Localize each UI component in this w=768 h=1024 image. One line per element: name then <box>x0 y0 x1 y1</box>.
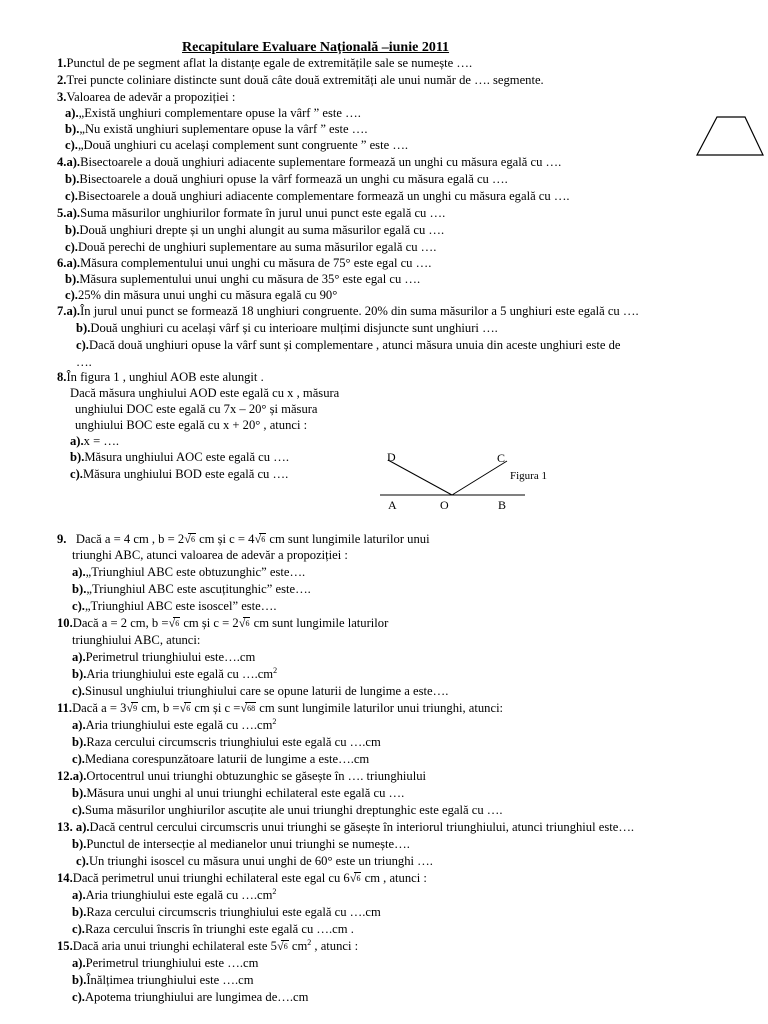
sqrt: √ 6 <box>281 940 289 951</box>
q11-c: c).Mediana corespunzătoare laturii de lungime a este….cm <box>72 752 370 766</box>
ray-OC <box>452 461 507 495</box>
q9-line2: triunghi ABC, atunci valoarea de adevăr a propoziției : <box>72 548 348 562</box>
question-line: c).Dacă două unghiuri opuse la vârf sunt și complementare , atunci măsura unuia din aceste unghiuri este de <box>76 338 621 352</box>
question-line: …. <box>76 355 92 369</box>
question-line: 4.a).Bisectoarele a două unghiuri adiacente suplementare formează un unghi cu măsura egală cu …. <box>57 155 562 169</box>
q13-a: 13. a).Dacă centrul cercului circumscris unui triunghi se găsește în interiorul triunghiului, atunci triunghiul este…. <box>57 820 635 834</box>
q15-b: b).Înălțimea triunghiului este ….cm <box>72 973 254 987</box>
label-B: B <box>498 498 507 512</box>
q15-line1: 15.Dacă aria unui triunghi echilateral este 5 √ 6 $cm^2$ , atunci : <box>57 939 358 955</box>
question-line: c).„Două unghiuri cu același complement sunt congruente ” este …. <box>65 138 409 152</box>
q13-c: c).Un triunghi isoscel cu măsura unui unghi de 60° este un triunghi …. <box>76 854 433 868</box>
question-line: b).Două unghiuri drepte și un unghi alungit au suma măsurilor egală cu …. <box>65 223 445 237</box>
q9-c: c).„Triunghiul ABC este isoscel” este…. <box>72 599 277 613</box>
q14-line1: 14.Dacă perimetrul unui triunghi echilateral este egal cu 6 √ 6 cm , atunci : <box>57 871 427 887</box>
label-D: D <box>387 450 396 464</box>
question-line: c).Două perechi de unghiuri suplementare au suma măsurilor egală cu …. <box>65 240 437 254</box>
question-line: b).Două unghiuri cu același vârf și cu interioare mulțimi disjuncte sunt unghiuri …. <box>76 321 498 335</box>
q9-b: b).„Triunghiul ABC este ascuțitunghic” este…. <box>72 582 311 596</box>
question-line: b).Măsura suplementului unui unghi cu măsura de 35° este egal cu …. <box>65 272 421 286</box>
label-C: C <box>497 451 506 465</box>
question-line: 2.Trei puncte coliniare distincte sunt două câte două extremități ale unui număr de …. segmente. <box>57 73 544 87</box>
question-line: a).x = …. <box>70 434 120 448</box>
q13-b: b).Punctul de intersecție al medianelor unui triunghi se numește…. <box>72 837 410 851</box>
q14-c: c).Raza cercului înscris în triunghi este egală cu ….cm . <box>72 922 354 936</box>
figure-1 <box>370 448 570 518</box>
ray-OD <box>388 460 452 495</box>
figure-caption: Figura 1 <box>510 470 547 482</box>
sqrt: √ 6 <box>354 872 362 883</box>
question-line: c).Bisectoarele a două unghiuri adiacente complementare formează un unghi cu măsura egală cu …. <box>65 189 570 203</box>
question-line: Dacă măsura unghiului AOD este egală cu x , măsura <box>70 386 340 400</box>
question-line: 1.Punctul de pe segment aflat la distanțe egale de extremitățile sale se numește …. <box>57 56 473 70</box>
question-line: c).25% din măsura unui unghi cu măsura egală cu 90° <box>65 288 338 302</box>
q11-a: a).Aria triunghiului este egală cu $\dots.cm^2$ <box>72 716 277 732</box>
q12-a: 12.a).Ortocentrul unui triunghi obtuzunghic se găsește în …. triunghiului <box>57 769 427 783</box>
label-A: A <box>388 498 397 512</box>
sqrt: √ 9 <box>131 702 139 713</box>
sqrt: √ 68 <box>245 702 257 713</box>
question-line: 5.a).Suma măsurilor unghiurilor formate în jurul unui punct este egală cu …. <box>57 206 446 220</box>
q10-line1: 10.Dacă a = 2 cm, b = √ 6 cm și c = 2 √ 6 cm sunt lungimile laturilor <box>57 616 388 632</box>
question-line: 6.a).Măsura complementului unui unghi cu măsura de 75° este egal cu …. <box>57 256 432 270</box>
question-line: unghiului BOC este egală cu x + 20° , atunci : <box>75 418 308 432</box>
question-line: unghiului DOC este egală cu 7x – 20° și măsura <box>75 402 318 416</box>
sqrt: √ 6 <box>188 533 196 544</box>
question-line: 3.Valoarea de adevăr a propoziției : <box>57 90 236 104</box>
trapezoid-figure <box>695 115 765 157</box>
q9-a: a).„Triunghiul ABC este obtuzunghic” este…. <box>72 565 306 579</box>
q10-c: c).Sinusul unghiului triunghiului care se opune laturii de lungime a este…. <box>72 684 449 698</box>
q12-b: b).Măsura unui unghi al unui triunghi echilateral este egală cu …. <box>72 786 405 800</box>
q14-a: a).Aria triunghiului este egală cu $\dots.cm^2$ <box>72 886 277 902</box>
q11-b: b).Raza cercului circumscris triunghiului este egală cu ….cm <box>72 735 381 749</box>
question-line: 7.a).În jurul unui punct se formează 18 unghiuri congruente. 20% din suma măsurilor a 5 unghiuri este egală cu …. <box>57 304 639 318</box>
sqrt: √ 6 <box>259 533 267 544</box>
q10-line2: triunghiului ABC, atunci: <box>72 633 201 647</box>
question-line: a).„Există unghiuri complementare opuse la vârf ” este …. <box>65 106 361 120</box>
question-line: b).Măsura unghiului AOC este egală cu …. <box>70 450 289 464</box>
q12-c: c).Suma măsurilor unghiurilor ascuțite ale unui triunghi dreptunghic este egală cu …. <box>72 803 503 817</box>
sqrt: √ 6 <box>184 702 192 713</box>
question-line: b).„Nu există unghiuri suplementare opuse la vârf ” este …. <box>65 122 368 136</box>
label-O: O <box>440 498 449 512</box>
q14-b: b).Raza cercului circumscris triunghiului este egală cu ….cm <box>72 905 381 919</box>
question-line: 8.În figura 1 , unghiul AOB este alungit . <box>57 370 264 384</box>
sqrt: √ 6 <box>173 617 181 628</box>
q15-a: a).Perimetrul triunghiului este ….cm <box>72 956 259 970</box>
q9-line1: 9. Dacă a = 4 cm , b = 2 √ 6 cm și c = 4 √ 6 cm sunt lungimile laturilor unui <box>57 532 430 548</box>
page-title: Recapitulare Evaluare Națională –iunie 2011 <box>182 40 450 55</box>
question-line: b).Bisectoarele a două unghiuri opuse la vârf formează un unghi cu măsura egală cu …. <box>65 172 508 186</box>
q10-a: a).Perimetrul triunghiului este….cm <box>72 650 256 664</box>
q11-line1: 11.Dacă a = 3 √ 9 cm, b = √ 6 cm și c = √ 68 cm sunt lungimile laturilor unui triunghi, atunci: <box>57 701 503 717</box>
question-line: c).Măsura unghiului BOD este egală cu …. <box>70 467 289 481</box>
q15-c: c).Apotema triunghiului are lungimea de….cm <box>72 990 309 1004</box>
q10-b: b).Aria triunghiului este egală cu $\dots.cm^2$ <box>72 665 278 681</box>
sqrt: √ 6 <box>243 617 251 628</box>
